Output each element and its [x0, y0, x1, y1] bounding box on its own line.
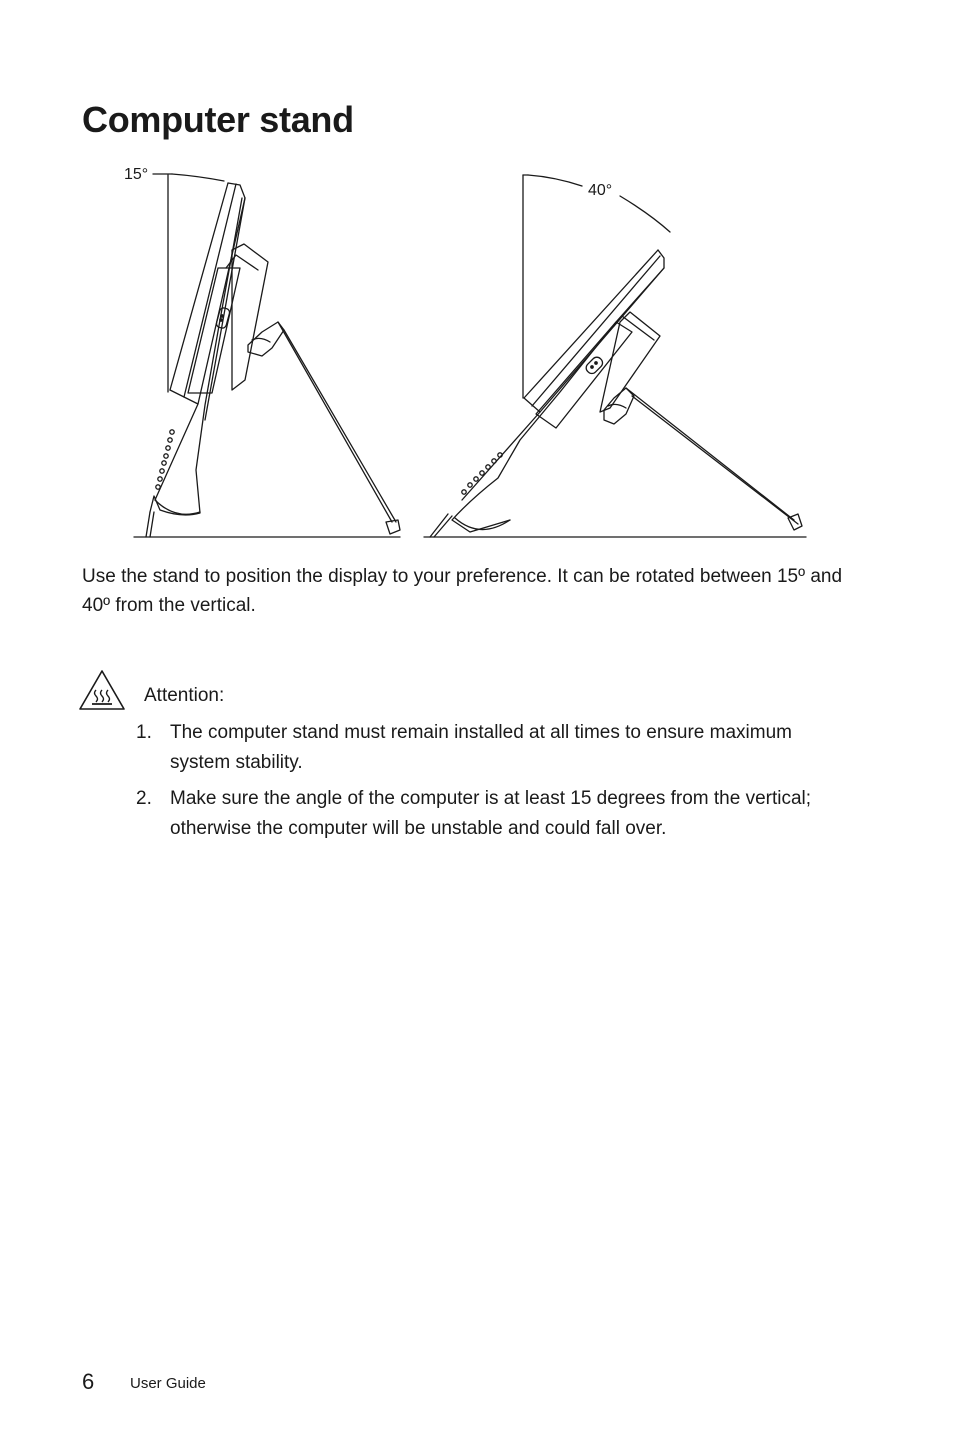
- list-item-text: The computer stand must remain installed at all times to ensure maximum system stability.: [170, 722, 792, 773]
- angle-arc-right-bottom: [620, 196, 670, 232]
- computer-15-degrees: [134, 174, 400, 537]
- stand-description: Use the stand to position the display to your preference. It can be rotated between 15º and 40º from the vertical.: [82, 566, 843, 616]
- computer-40-degrees: [424, 175, 806, 537]
- stand-angle-figure: [0, 160, 954, 550]
- footer-label: User Guide: [130, 1375, 206, 1392]
- angle-arc-left: [172, 174, 224, 181]
- angle-arc-right-top: [528, 175, 582, 186]
- list-item-number: 2.: [136, 788, 152, 809]
- page-number: 6: [82, 1369, 95, 1394]
- angle-label-15: 15°: [124, 166, 149, 183]
- list-item-number: 1.: [136, 722, 152, 743]
- list-item-text: Make sure the angle of the computer is at least 15 degrees from the vertical; otherwise the computer will be unstable and could fall over.: [170, 788, 812, 839]
- attention-label: Attention:: [144, 685, 225, 706]
- hot-surface-warning-icon: [78, 668, 126, 712]
- page-title: Computer stand: [82, 99, 354, 140]
- angle-label-40: 40°: [588, 182, 613, 199]
